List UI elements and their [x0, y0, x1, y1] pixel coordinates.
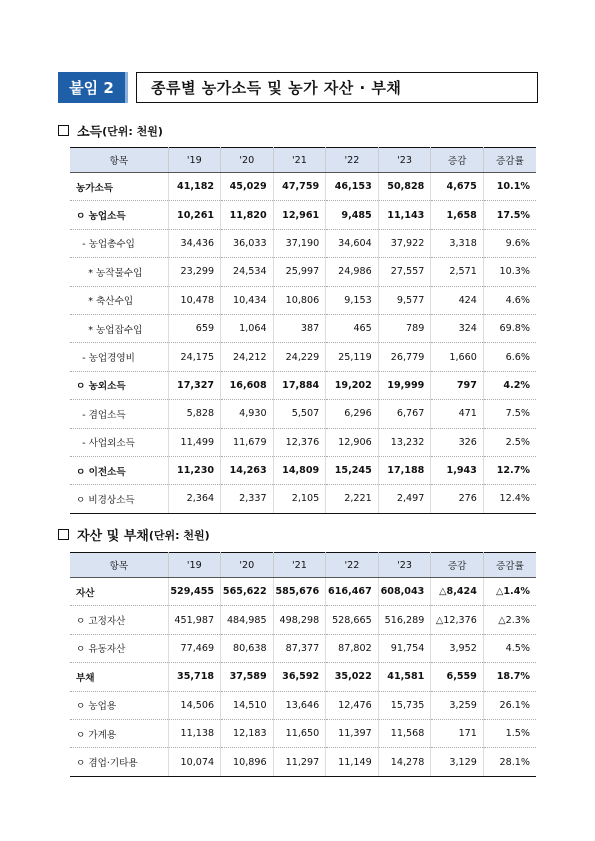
table-cell: 10.3% [483, 258, 536, 286]
table-cell: 4.6% [483, 286, 536, 314]
table-cell: 11,679 [221, 428, 274, 456]
table-cell: 18.7% [483, 663, 536, 691]
row-label: * 농작물수입 [70, 258, 168, 286]
table-cell: 471 [431, 400, 484, 428]
table-cell: 41,581 [378, 663, 431, 691]
table-cell: 77,469 [168, 634, 221, 662]
row-label: ㅇ 가계용 [70, 719, 168, 747]
table-cell: 35,718 [168, 663, 221, 691]
table-cell: 11,397 [326, 719, 379, 747]
column-header: '21 [273, 148, 326, 173]
table-cell: 91,754 [378, 634, 431, 662]
table-cell: 10,434 [221, 286, 274, 314]
table-cell: 2,497 [378, 485, 431, 513]
table-cell: 12,376 [273, 428, 326, 456]
column-header: '22 [326, 553, 379, 578]
table-row [70, 173, 536, 201]
table-cell: 14,278 [378, 748, 431, 776]
table-cell: 50,828 [378, 173, 431, 201]
assets-title: 자산 및 부채 [77, 529, 149, 544]
table-cell: 326 [431, 428, 484, 456]
column-header: 증감률 [483, 553, 536, 578]
row-label: ㅇ 비경상소득 [70, 485, 168, 513]
table-cell: 4,930 [221, 400, 274, 428]
table-cell: 37,922 [378, 229, 431, 257]
table-cell: △2.3% [483, 606, 536, 634]
table-cell: 26.1% [483, 691, 536, 719]
table-cell: 11,297 [273, 748, 326, 776]
income-header-row [70, 148, 536, 173]
column-header: '22 [326, 148, 379, 173]
table-cell: 6.6% [483, 343, 536, 371]
table-cell: 2,364 [168, 485, 221, 513]
table-cell: 10,806 [273, 286, 326, 314]
table-cell: 45,029 [221, 173, 274, 201]
table-cell: 34,436 [168, 229, 221, 257]
table-cell: 10.1% [483, 173, 536, 201]
table-cell: 2.5% [483, 428, 536, 456]
table-cell: 9.6% [483, 229, 536, 257]
assets-table [70, 552, 536, 777]
square-bullet-icon [58, 529, 69, 540]
table-cell: 11,568 [378, 719, 431, 747]
table-row [70, 456, 536, 484]
table-cell: 2,105 [273, 485, 326, 513]
table-row [70, 578, 536, 606]
table-cell: 87,377 [273, 634, 326, 662]
table-row [70, 314, 536, 342]
table-cell: 528,665 [326, 606, 379, 634]
table-row [70, 634, 536, 662]
table-cell: 24,229 [273, 343, 326, 371]
table-row [70, 371, 536, 399]
table-cell: 14,263 [221, 456, 274, 484]
column-header: 항목 [70, 148, 168, 173]
table-cell: 80,638 [221, 634, 274, 662]
table-cell: 2,221 [326, 485, 379, 513]
table-row [70, 691, 536, 719]
attachment-badge: 붙임 2 [58, 72, 128, 103]
table-cell: 1,064 [221, 314, 274, 342]
table-cell: 19,202 [326, 371, 379, 399]
table-row [70, 719, 536, 747]
row-label: ㅇ 농외소득 [70, 371, 168, 399]
table-cell: 35,022 [326, 663, 379, 691]
table-cell: 36,592 [273, 663, 326, 691]
row-label: 자산 [70, 578, 168, 606]
table-cell: 12,476 [326, 691, 379, 719]
table-cell: 1.5% [483, 719, 536, 747]
table-cell: 24,175 [168, 343, 221, 371]
table-cell: 10,478 [168, 286, 221, 314]
column-header: 증감 [431, 148, 484, 173]
table-cell: 484,985 [221, 606, 274, 634]
table-row [70, 606, 536, 634]
table-cell: 13,646 [273, 691, 326, 719]
table-row [70, 485, 536, 513]
table-cell: 14,506 [168, 691, 221, 719]
table-cell: 12,961 [273, 201, 326, 229]
table-cell: 13,232 [378, 428, 431, 456]
table-cell: 36,033 [221, 229, 274, 257]
table-cell: 12,183 [221, 719, 274, 747]
table-cell: 37,190 [273, 229, 326, 257]
income-table [70, 147, 536, 514]
table-cell: 46,153 [326, 173, 379, 201]
table-cell: 17,327 [168, 371, 221, 399]
assets-section-title [58, 525, 210, 544]
table-cell: 11,230 [168, 456, 221, 484]
column-header: '21 [273, 553, 326, 578]
table-row [70, 286, 536, 314]
table-cell: 2,571 [431, 258, 484, 286]
column-header: 항목 [70, 553, 168, 578]
table-cell: 17.5% [483, 201, 536, 229]
table-cell: 34,604 [326, 229, 379, 257]
row-label: ㅇ 이전소득 [70, 456, 168, 484]
table-cell: 565,622 [221, 578, 274, 606]
column-header: '20 [221, 553, 274, 578]
square-bullet-icon [58, 125, 69, 136]
table-cell: 451,987 [168, 606, 221, 634]
row-label: * 축산수입 [70, 286, 168, 314]
table-cell: 3,259 [431, 691, 484, 719]
page-title: 종류별 농가소득 및 농가 자산 · 부채 [136, 72, 538, 103]
table-cell: 24,212 [221, 343, 274, 371]
table-cell: 11,143 [378, 201, 431, 229]
table-cell: 797 [431, 371, 484, 399]
table-cell: 276 [431, 485, 484, 513]
income-section-title [58, 121, 163, 140]
table-cell: 17,188 [378, 456, 431, 484]
table-cell: 1,658 [431, 201, 484, 229]
table-cell: 15,245 [326, 456, 379, 484]
table-cell: 789 [378, 314, 431, 342]
table-cell: 608,043 [378, 578, 431, 606]
table-cell: △8,424 [431, 578, 484, 606]
table-cell: 3,952 [431, 634, 484, 662]
table-cell: 4.2% [483, 371, 536, 399]
table-cell: 171 [431, 719, 484, 747]
table-cell: 424 [431, 286, 484, 314]
table-row [70, 748, 536, 776]
table-cell: 4.5% [483, 634, 536, 662]
table-cell: 516,289 [378, 606, 431, 634]
table-cell: 12.4% [483, 485, 536, 513]
table-cell: 659 [168, 314, 221, 342]
column-header: '19 [168, 148, 221, 173]
table-cell: 87,802 [326, 634, 379, 662]
table-cell: 16,608 [221, 371, 274, 399]
table-cell: 324 [431, 314, 484, 342]
table-cell: 4,675 [431, 173, 484, 201]
row-label: ㅇ 농업용 [70, 691, 168, 719]
row-label: ㅇ 유동자산 [70, 634, 168, 662]
column-header: '23 [378, 553, 431, 578]
table-cell: 7.5% [483, 400, 536, 428]
table-row [70, 229, 536, 257]
table-cell: 69.8% [483, 314, 536, 342]
table-cell: 9,577 [378, 286, 431, 314]
table-cell: 5,828 [168, 400, 221, 428]
table-cell: 1,943 [431, 456, 484, 484]
assets-header-row [70, 553, 536, 578]
table-cell: 47,759 [273, 173, 326, 201]
table-cell: 9,153 [326, 286, 379, 314]
income-title: 소득 [77, 125, 103, 140]
table-cell: 24,534 [221, 258, 274, 286]
column-header: 증감 [431, 553, 484, 578]
row-label: ㅇ 고정자산 [70, 606, 168, 634]
table-cell: 11,138 [168, 719, 221, 747]
table-row [70, 258, 536, 286]
table-cell: 11,499 [168, 428, 221, 456]
table-cell: △12,376 [431, 606, 484, 634]
table-cell: 12.7% [483, 456, 536, 484]
table-cell: 6,559 [431, 663, 484, 691]
table-cell: 27,557 [378, 258, 431, 286]
table-cell: 25,997 [273, 258, 326, 286]
table-cell: 9,485 [326, 201, 379, 229]
table-cell: 11,149 [326, 748, 379, 776]
table-row [70, 663, 536, 691]
row-label: 부채 [70, 663, 168, 691]
income-unit: (단위: 천원) [102, 124, 163, 138]
table-cell: 14,510 [221, 691, 274, 719]
table-cell: 2,337 [221, 485, 274, 513]
table-cell: 498,298 [273, 606, 326, 634]
table-cell: 41,182 [168, 173, 221, 201]
table-cell: 17,884 [273, 371, 326, 399]
table-cell: 24,986 [326, 258, 379, 286]
table-cell: 529,455 [168, 578, 221, 606]
table-row [70, 400, 536, 428]
table-cell: 14,809 [273, 456, 326, 484]
assets-body [70, 578, 536, 777]
row-label: - 겸업소득 [70, 400, 168, 428]
row-label: - 농업총수입 [70, 229, 168, 257]
table-cell: 12,906 [326, 428, 379, 456]
table-cell: 26,779 [378, 343, 431, 371]
row-label: - 사업외소득 [70, 428, 168, 456]
table-cell: 37,589 [221, 663, 274, 691]
table-cell: 5,507 [273, 400, 326, 428]
table-cell: 19,999 [378, 371, 431, 399]
table-cell: 11,650 [273, 719, 326, 747]
table-cell: 15,735 [378, 691, 431, 719]
table-cell: 10,261 [168, 201, 221, 229]
table-cell: 28.1% [483, 748, 536, 776]
header [58, 72, 538, 103]
table-cell: 6,296 [326, 400, 379, 428]
table-cell: 465 [326, 314, 379, 342]
table-cell: 23,299 [168, 258, 221, 286]
row-label: - 농업경영비 [70, 343, 168, 371]
column-header: '19 [168, 553, 221, 578]
row-label: 농가소득 [70, 173, 168, 201]
table-cell: 616,467 [326, 578, 379, 606]
table-cell: 11,820 [221, 201, 274, 229]
table-cell: △1.4% [483, 578, 536, 606]
table-cell: 3,129 [431, 748, 484, 776]
income-body [70, 173, 536, 514]
table-cell: 387 [273, 314, 326, 342]
table-row [70, 428, 536, 456]
table-cell: 10,074 [168, 748, 221, 776]
table-row [70, 201, 536, 229]
table-cell: 10,896 [221, 748, 274, 776]
table-cell: 585,676 [273, 578, 326, 606]
table-row [70, 343, 536, 371]
column-header: '20 [221, 148, 274, 173]
table-cell: 6,767 [378, 400, 431, 428]
row-label: ㅇ 겸업·기타용 [70, 748, 168, 776]
row-label: * 농업잡수입 [70, 314, 168, 342]
column-header: 증감률 [483, 148, 536, 173]
column-header: '23 [378, 148, 431, 173]
row-label: ㅇ 농업소득 [70, 201, 168, 229]
table-cell: 1,660 [431, 343, 484, 371]
assets-unit: (단위: 천원) [148, 528, 210, 542]
table-cell: 3,318 [431, 229, 484, 257]
table-cell: 25,119 [326, 343, 379, 371]
